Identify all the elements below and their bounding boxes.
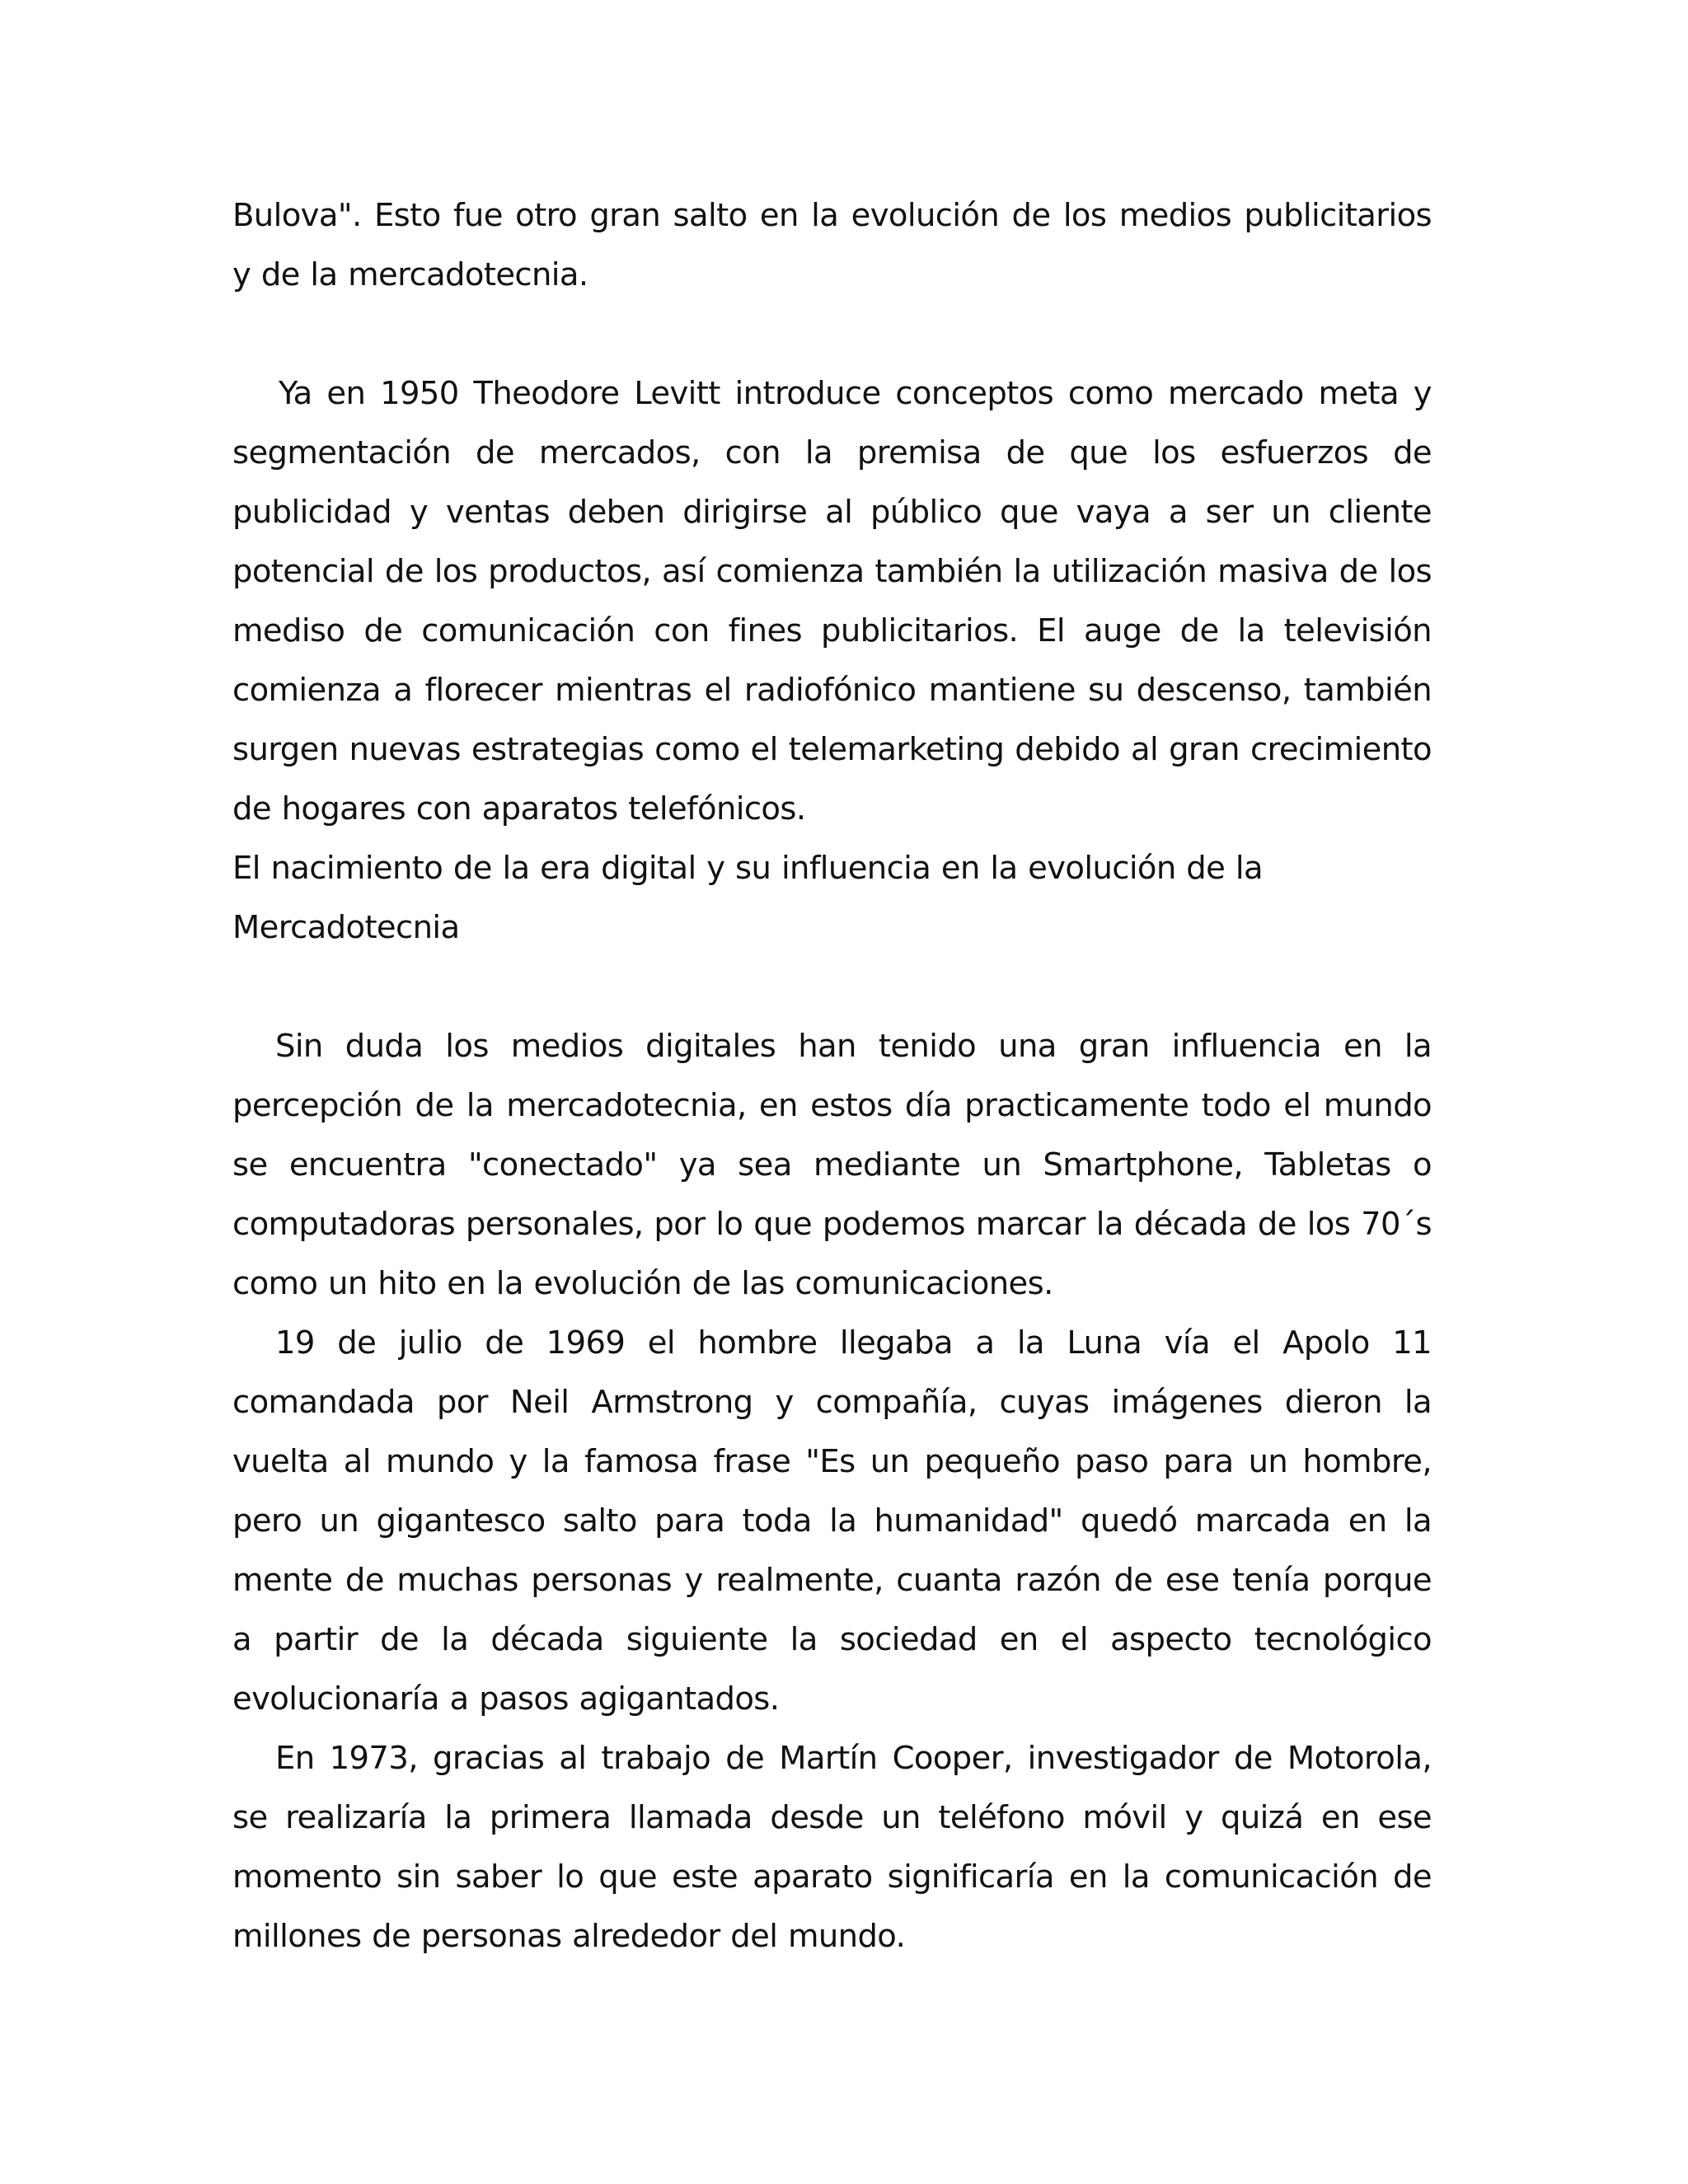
paragraph-levitt: Ya en 1950 Theodore Levitt introduce conceptos como mercado meta y segmentación de mercados, con la premisa de que los esfuerzos de publicidad y ventas deben dirigirse al público que vaya a ser un cliente potencial de los productos, así comienza también la utilización masiva de los mediso de comunicación con fines publicitarios. El auge de la televisión comienza a florecer mientras el radiofónico mantiene su descenso, también surgen nuevas estrategias como el telemarketing debido al gran crecimiento de hogares con aparatos telefónicos. xyxy=(232,375,1432,827)
paragraph-motorola: En 1973, gracias al trabajo de Martín Cooper, investigador de Motorola, se realizaría la primera llamada desde un teléfono móvil y quizá en ese momento sin saber lo que este aparato significaría en la comunicación de millones de personas alrededor del mundo. xyxy=(232,1740,1432,1955)
paragraph-apollo: 19 de julio de 1969 el hombre llegaba a la Luna vía el Apolo 11 comandada por Neil Armstrong y compañía, cuyas imágenes dieron la vuelta al mundo y la famosa frase "Es un pequeño paso para un hombre, pero un gigantesco salto para toda la humanidad" quedó marcada en la mente de muchas personas y realmente, cuanta razón de ese tenía porque a partir de la década siguiente la sociedad en el aspecto tecnológico evolucionaría a pasos agigantados. xyxy=(232,1324,1432,1718)
paragraph-bulova: Bulova". Esto fue otro gran salto en la evolución de los medios publicitarios y de la mercadotecnia. xyxy=(232,197,1432,293)
section-heading: El nacimiento de la era digital y su influencia en la evolución de la Mercadotecnia xyxy=(232,850,1263,946)
document-page xyxy=(232,186,1432,1966)
paragraph-digital-media: Sin duda los medios digitales han tenido una gran influencia en la percepción de la mercadotecnia, en estos día practicamente todo el mundo se encuentra "conectado" ya sea mediante un Smartphone, Tabletas o computadoras personales, por lo que podemos marcar la década de los 70´s como un hito en la evolución de las comunicaciones. xyxy=(232,1028,1432,1302)
